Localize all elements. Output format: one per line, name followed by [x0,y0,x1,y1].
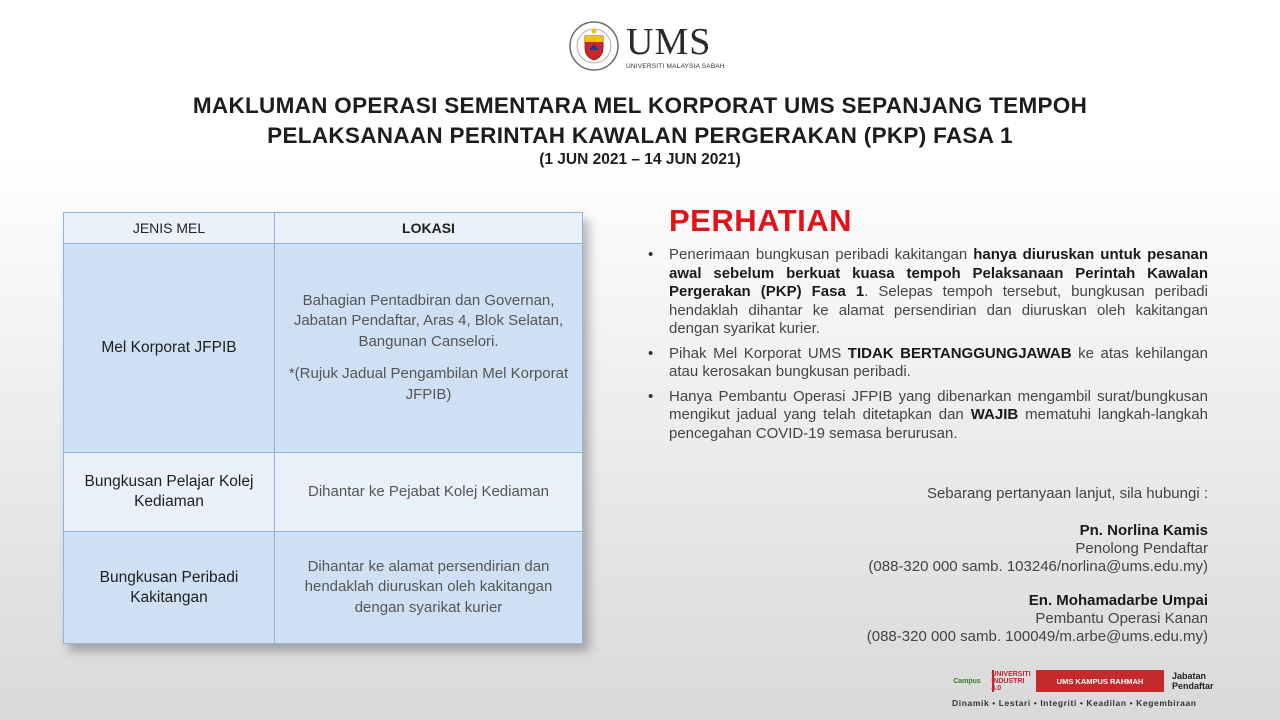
mail-location-table [63,212,583,643]
contact-name: Pn. Norlina Kamis [1079,522,1208,539]
table-row [64,453,583,532]
table-row [64,244,583,453]
contact-details: (088-320 000 samb. 100049/m.arbe@ums.edu.my) [866,628,1208,645]
eco-campus-logo: Campus [953,677,981,685]
bullet-icon: • [648,344,654,362]
ums-logo [568,20,725,72]
location-text: Bahagian Pentadbiran dan Governan, Jabatan Pendaftar, Aras 4, Blok Selatan, Bangunan Canselori. [293,291,564,350]
list-item [648,345,1208,382]
notice-text-part: Pihak Mel Korporat UMS [669,344,848,362]
page-title-line2: PELAKSANAAN PERINTAH KAWALAN PERGERAKAN (PKP) FASA 1 [267,123,1013,148]
contact-name: En. Mohamadarbe Umpai [1028,592,1208,609]
notice-text-part: Penerimaan bungkusan peribadi kakitangan [669,246,974,263]
bullet-icon: • [648,387,654,405]
list-item [648,388,1208,444]
contact-intro: Sebarang pertanyaan lanjut, sila hubungi : [926,485,1208,502]
column-header-type: JENIS MEL [64,213,275,244]
contact-block [867,592,1208,646]
location-cell: Dihantar ke alamat persendirian dan hendaklah diuruskan oleh kakitangan dengan syarikat kurier [275,532,583,644]
table-row [64,532,583,644]
table-header-row [64,213,583,244]
notice-heading: PERHATIAN [669,203,853,238]
notice-text-part: mematuhi langkah-langkah pencegahan COVID-19 semasa berurusan. [669,406,1208,442]
notice-text [669,246,1208,339]
location-cell [275,244,583,453]
notice-text-part: ke atas kehilangan atau kerosakan bungkusan peribadi. [669,344,1208,380]
column-header-location: LOKASI [275,213,583,244]
notice-text-part: . Selepas tempoh tersebut, bungkusan peribadi hendaklah dihantar ke alamat persendirian dan diuruskan oleh kakitangan dengan syarikat kurier. [669,283,1208,337]
mail-type-cell: Bungkusan Peribadi Kakitangan [64,532,275,644]
list-item [648,246,1208,339]
logo-subtitle: UNIVERSITI MALAYSIA SABAH [626,62,725,70]
notice-text-emphasis: WAJIB [970,406,1019,423]
notice-text-emphasis: TIDAK BERTANGGUNGJAWAB [847,344,1072,362]
contact-role: Penolong Pendaftar [1075,540,1208,557]
page-title-line1: MAKLUMAN OPERASI SEMENTARA MEL KORPORAT UMS SEPANJANG TEMPOH [192,93,1088,118]
footer-motto: Dinamik • Lestari • Integriti • Keadilan • Kegembiraan [952,698,1197,708]
footer-logos [950,670,1234,692]
location-note: *(Rujuk Jadual Pengambilan Mel Korporat JFPIB) [288,365,569,403]
ums-crest-icon [568,20,620,72]
contact-block [868,522,1208,576]
contact-details: (088-320 000 samb. 103246/norlina@ums.edu.my) [868,558,1208,575]
notice-text-part: Hanya Pembantu Operasi JFPIB yang dibenarkan mengambil surat/bungkusan mengikut jadual yang telah ditetapkan dan [669,387,1208,423]
notice-text [669,388,1208,444]
location-cell: Dihantar ke Pejabat Kolej Kediaman [275,453,583,532]
bullet-icon: • [648,246,654,263]
jabatan-pendaftar-logo: Jabatan Pendaftar [1172,671,1214,691]
industri-4-logo: UNIVERSITI INDUSTRI 4.0 [991,670,1031,692]
mail-type-cell: Mel Korporat JFPIB [64,244,275,453]
contact-role: Pembantu Operasi Kanan [1035,610,1208,627]
mail-type-cell: Bungkusan Pelajar Kolej Kediaman [64,453,275,532]
logo-wordmark: UMS [626,20,712,63]
notice-text [669,345,1208,382]
notice-text-emphasis: hanya diuruskan untuk pesanan awal sebelum berkuat kuasa tempoh Pelaksanaan Perintah Kawalan Pergerakan (PKP) Fasa 1 [669,246,1208,300]
kampus-rahmah-logo: UMS KAMPUS RAHMAH [1036,670,1164,692]
notice-list [648,246,1208,449]
page-title-dates: (1 JUN 2021 – 14 JUN 2021) [539,151,741,168]
